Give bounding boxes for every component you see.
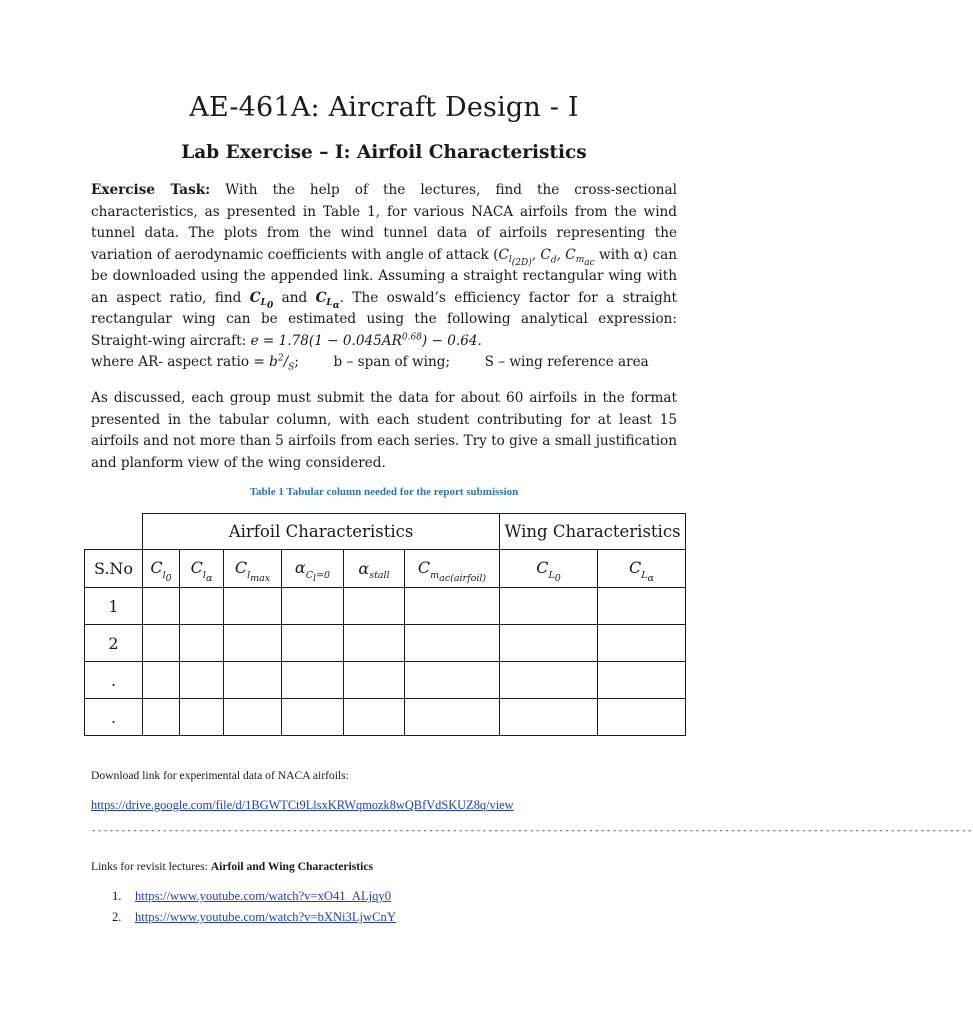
table-row xyxy=(85,625,686,662)
task-with-alpha: with α xyxy=(594,246,643,263)
row-number: 2 xyxy=(85,625,143,662)
cla-wing-header: $C_{L_\alpha}$ xyxy=(598,550,686,588)
separator-line: ----------------------------------------------------------------------------------------------------------------------------------------------------- xyxy=(91,826,973,836)
revisit-lectures-line xyxy=(91,860,373,873)
alpha-cl0-header: $\alpha_{C_l=0}$ xyxy=(282,550,344,588)
discussion-paragraph: As discussed, each group must submit the data for about 60 airfoils in the format presented in the tabular column, with each student contributing for at least 15 airfoils and not more than 5 airfoils from each series. Try to give a small justification and planform view of the wing considered. xyxy=(91,390,677,471)
list-item xyxy=(112,889,391,904)
clmax-header: $C_{l_{max}}$ xyxy=(224,550,282,588)
list-number: 2. xyxy=(112,910,122,924)
cla-symbol: $C_{L_\alpha}$ xyxy=(315,289,340,312)
download-label: Download link for experimental data of NACA airfoils: xyxy=(91,769,349,782)
cla-airfoil-header: $C_{l_\alpha}$ xyxy=(180,550,224,588)
area-definition: S – wing reference area xyxy=(484,354,649,370)
task-text-1: With the help of the lectures, find the cross-sectional characteristics, as presented in Table 1, for various NACA airfoils from the wind tunnel data. The plots from the wind tunnel data of airfoils representing the variation of aerodynamic coefficients with angle of attack ( xyxy=(91,182,677,263)
download-link[interactable]: https://drive.google.com/file/d/1BGWTCt9LlsxKRWqmozk8wQBfVdSKUZ8q/view xyxy=(91,798,514,812)
revisit-topic: Airfoil and Wing Characteristics xyxy=(210,860,373,873)
table-row xyxy=(85,662,686,699)
document-title: AE-461A: Aircraft Design - I xyxy=(189,92,579,123)
youtube-link-2[interactable]: https://www.youtube.com/watch?v=bXNi3LjwCnY xyxy=(135,910,396,924)
coefficient-list: $C_{l_{(2D)}}$, $C_d$, $C_{m_{ac}}$ xyxy=(498,246,595,269)
aspect-ratio-formula: $b^2/_S$ xyxy=(269,353,295,373)
aspect-ratio-text: where AR- aspect ratio = xyxy=(91,354,270,370)
exercise-task-paragraph xyxy=(91,180,677,352)
row-number: . xyxy=(85,662,143,699)
table-row xyxy=(85,588,686,625)
revisit-label: Links for revisit lectures: xyxy=(91,860,211,873)
cmac-header: $C_{m_{ac(airfoil)}}$ xyxy=(405,550,500,588)
row-number: . xyxy=(85,699,143,736)
cl0-symbol: $C_{L_0}$ xyxy=(249,289,274,312)
table-corner-cell xyxy=(85,514,143,550)
wing-characteristics-header: Wing Characteristics xyxy=(500,514,686,550)
oswald-formula: $e = 1.78(1 - 0.045AR^{0.68}) - 0.64$. xyxy=(250,331,482,349)
document-subtitle: Lab Exercise – I: Airfoil Characteristics xyxy=(181,142,587,163)
table-row xyxy=(85,699,686,736)
characteristics-table xyxy=(84,513,686,736)
youtube-link-1[interactable]: https://www.youtube.com/watch?v=xO41_ALjqy0 xyxy=(135,889,392,903)
table-caption: Table 1 Tabular column needed for the report submission xyxy=(249,486,519,498)
list-number: 1. xyxy=(112,889,122,903)
row-number: 1 xyxy=(85,588,143,625)
cl0-wing-header: $C_{L_0}$ xyxy=(500,550,598,588)
task-text-3: . The oswald’s efficiency factor for a straight rectangular wing can be estimated using the following analytical expression: Straight-wing aircraft: xyxy=(91,289,677,349)
task-text-2: ) can be downloaded using the appended link. Assuming a straight rectangular wing with an aspect ratio, find xyxy=(91,246,678,306)
list-item xyxy=(112,910,396,925)
exercise-task-label: Exercise Task: xyxy=(91,182,211,198)
span-definition: b – span of wing; xyxy=(333,354,451,370)
airfoil-characteristics-header: Airfoil Characteristics xyxy=(143,514,500,550)
task-and: and xyxy=(273,289,316,306)
alpha-stall-header: $\alpha_{stall}$ xyxy=(344,550,405,588)
cl0-airfoil-header: $C_{l_0}$ xyxy=(143,550,180,588)
aspect-ratio-line: where AR- aspect ratio = $b^2/_S$; b – span of wing; S – wing reference area xyxy=(91,353,649,373)
sno-header: S.No xyxy=(85,550,143,588)
